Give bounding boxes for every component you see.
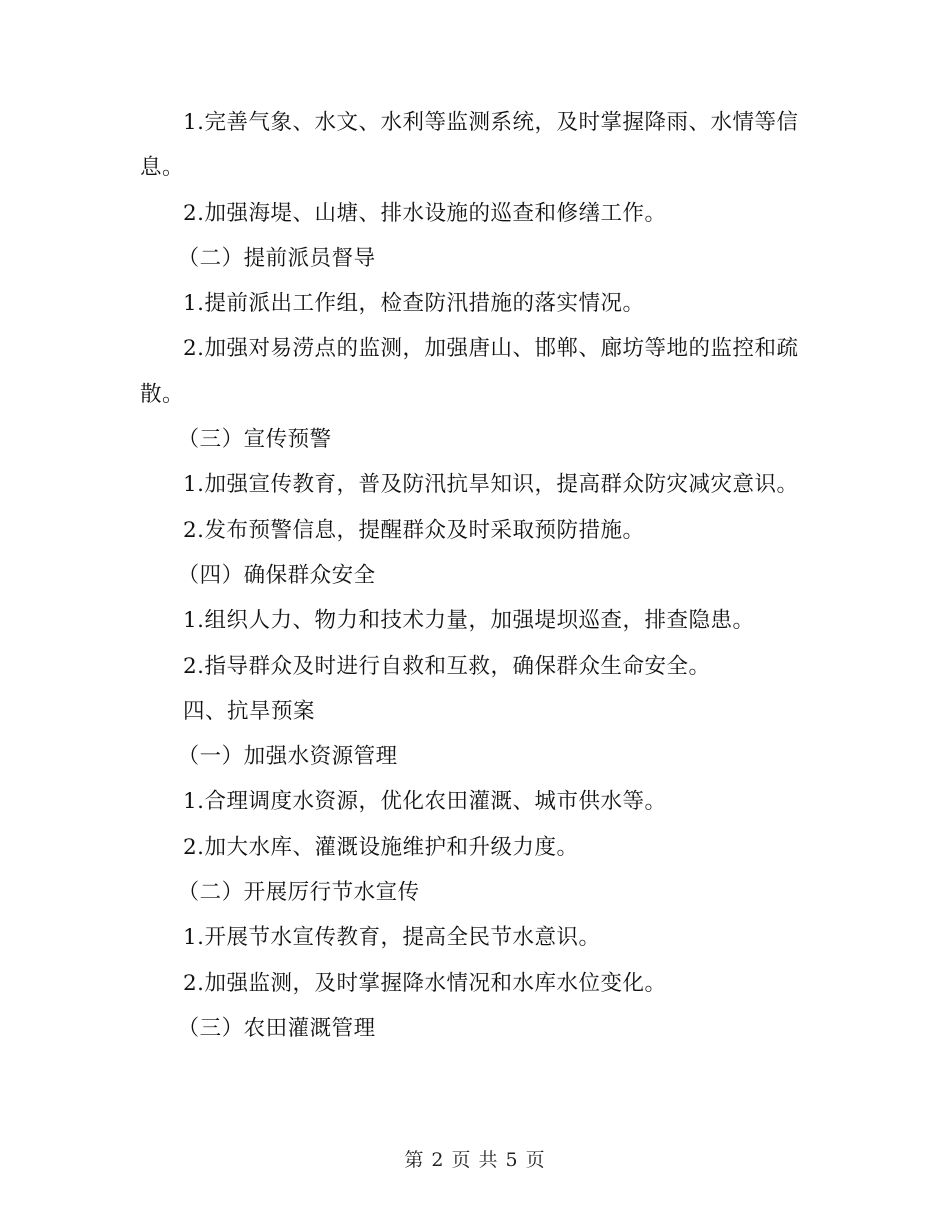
paragraph-item: 1.开展节水宣传教育，提高全民节水意识。 [183, 925, 601, 951]
document-body [140, 100, 800, 1051]
section-subheading: （四）确保群众安全 [177, 562, 376, 588]
paragraph-item: 2.加强监测，及时掌握降水情况和水库水位变化。 [183, 970, 667, 996]
paragraph-item: 1.完善气象、水文、水利等监测系统，及时掌握降雨、水情等信息。 [140, 110, 799, 181]
section-subheading: （三）宣传预警 [177, 427, 332, 453]
paragraph-item: 1.提前派出工作组，检查防汛措施的落实情况。 [183, 291, 645, 317]
paragraph-item: 2.加强海堤、山塘、排水设施的巡查和修缮工作。 [183, 200, 667, 226]
paragraph-item: 1.加强宣传教育，普及防汛抗旱知识，提高群众防灾减灾意识。 [183, 472, 799, 498]
paragraph-item: 2.发布预警信息，提醒群众及时采取预防措施。 [183, 517, 645, 543]
section-subheading: （二）开展厉行节水宣传 [177, 880, 420, 906]
paragraph-item: 2.加大水库、灌溉设施维护和升级力度。 [183, 834, 579, 860]
paragraph-item: 2.加强对易涝点的监测，加强唐山、邯郸、廊坊等地的监控和疏散。 [140, 336, 799, 407]
paragraph-item: 2.指导群众及时进行自救和互救，确保群众生命安全。 [183, 653, 711, 679]
section-heading: 四、抗旱预案 [183, 698, 316, 724]
paragraph-item: 1.合理调度水资源，优化农田灌溉、城市供水等。 [183, 789, 667, 815]
page-number-footer: 第 2 页 共 5 页 [404, 1149, 546, 1171]
paragraph-item: 1.组织人力、物力和技术力量，加强堤坝巡查，排查隐患。 [183, 608, 755, 634]
section-subheading: （二）提前派员督导 [177, 245, 376, 271]
section-subheading: （一）加强水资源管理 [177, 744, 398, 770]
section-subheading: （三）农田灌溉管理 [177, 1015, 376, 1041]
